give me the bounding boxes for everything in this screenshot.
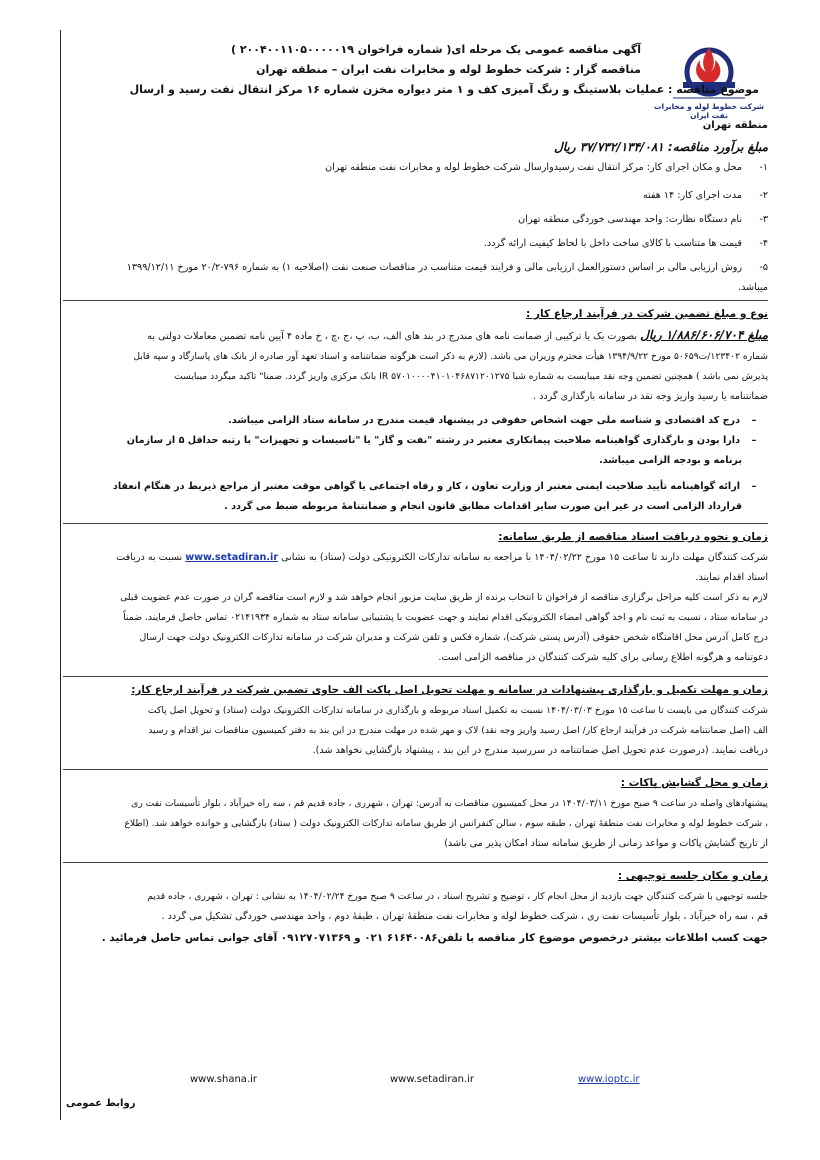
shana-link[interactable]: www.shana.ir — [190, 1074, 258, 1085]
section-divider — [63, 769, 768, 770]
setadiran-footer-link[interactable]: www.setadiran.ir — [390, 1074, 474, 1085]
receive-line: اسناد اقدام نمایند. — [695, 572, 768, 583]
list-item: ۵-روش ارزیابی مالی بر اساس دستورالعمل ارزیابی مالی و فرایند قیمت متناسب در مناقصات صنعت نفت (اصلاحیه ۱) به شماره ۷۹۶-۲۰/۲ مورخ ۱۳۹۹/۱۲/۱۱ — [126, 262, 768, 273]
subject-continuation: منطقه تهران — [702, 120, 768, 131]
setadiran-link[interactable]: www.setadiran.ir — [185, 552, 279, 563]
receive-para-line: در سامانه ستاد ، نسبت به ثبت نام و اخذ گواهی امضاء الکترونیکی اقدام نمایند و جهت عضویت با پشتیبانی سامانه ستاد به شماره ۰۲۱۴۱۹۳۴ تماس حاصل فرمایند. ضمناً — [123, 612, 768, 623]
submit-line: الف (اصل ضمانتنامه شرکت در فرآیند ارجاع کار/ اصل رسید واریز وجه نقد) لاک و مهر شده در مهلت مندرج در این بند به دفتر کمیسیون مناقصات نیز اقدام و رسید — [148, 725, 768, 736]
logo-caption: شرکت خطوط لوله و مخابرات نفت ایران — [654, 102, 764, 120]
list-item-continuation: میباشد. — [738, 282, 768, 293]
guarantee-line: مبلغ ۱/۸۸۶/۶۰۶/۷۰۴ ریال بصورت یک یا ترکیبی از ضمانت نامه های مندرج در بند های الف، ب، پ ،ج ،چ ، خ ماده ۴ آیین نامه تضمین معاملات دولتی به — [147, 328, 768, 342]
receive-heading: زمان و نحوه دریافت اسناد مناقصه از طریق سامانه: — [498, 531, 768, 543]
section-divider — [63, 300, 768, 301]
notice-body — [63, 116, 768, 949]
bullet-item: –ارائه گواهینامه تأیید صلاحیت ایمنی معتبر از وزارت تعاون ، کار و رفاه اجتماعی یا گواهی موقت معتبر از مراجع ذیربط در هنگام انعقاد — [112, 481, 757, 492]
ioptc-link[interactable]: www.ioptc.ir — [578, 1074, 640, 1085]
contact-line: جهت کسب اطلاعات بیشتر درخصوص موضوع کار مناقصه با تلفن۶۱۶۴۰۰۸۶ ۰۲۱ و ۰۹۱۲۷۰۷۱۳۶۹ آقای جوانی تماس حاصل فرمائید . — [101, 932, 768, 944]
meeting-line: قم ، سه راه خیرآباد ، بلوار تأسیسات نفت ری ، شرکت خطوط لوله و مخابرات نفت منطقۀ تهران ، طبقۀ دوم ، واحد مهندسی خوردگی تشکیل می گردد . — [161, 911, 768, 922]
list-item: ۴-قیمت ها متناسب با کالای ساخت داخل با لحاظ کیفیت ارائه گردد. — [483, 238, 768, 249]
meeting-heading: زمان و مکان جلسه توجیهی : — [617, 870, 768, 882]
receive-line: شرکت کنندگان مهلت دارند تا ساعت ۱۵ مورخ ۱۴۰۴/۰۲/۲۲ با مراجعه به سامانه تدارکات الکترونیکی دولت (ستاد) به نشانی www.setadiran.ir نسبت به دریافت — [116, 552, 768, 563]
list-item: ۲-مدت اجرای کار: ۱۴ هفته — [642, 190, 768, 201]
estimate-amount: مبلغ برآورد مناقصه: ۳۷/۷۳۲/۱۳۴/۰۸۱ ریال — [554, 140, 768, 154]
list-item: ۳-نام دستگاه نظارت: واحد مهندسی خوردگی منطقه تهران — [518, 214, 768, 225]
opening-heading: زمان و محل گشایش پاکات : — [620, 777, 768, 789]
public-relations-label: روابط عمومی — [66, 1098, 136, 1109]
footer-links — [60, 1074, 773, 1092]
receive-para-line: دعوتنامه و هرگونه اطلاع رسانی برای کلیه شرکت کنندگان در مناقصه الزامی است. — [438, 652, 768, 663]
bullet-item-continuation: قرارداد الزامی است در غیر این صورت سایر اقدامات مطابق قانون انجام و ضمانتنامۀ مربوطه ضبط می گردد . — [224, 501, 742, 512]
receive-para-line: درج کامل آدرس محل اقامتگاه شخص حقوقی (آدرس پستی شرکت)، شماره فکس و تلفن شرکت و مدیران شرکت در سامانه تدارکات الکترونیک دولت جهت ارسال — [139, 632, 768, 643]
section-divider — [63, 862, 768, 863]
opening-line: پیشنهادهای واصله در ساعت ۹ صبح مورخ ۱۴۰۴/۰۳/۱۱ در محل کمیسیون مناقصات به آدرس: تهران ، شهرری ، جاده قدیم قم ، سه راه خیرآباد ، بلوار تأسیسات نفت ری — [131, 798, 768, 809]
notice-title: آگهی مناقصه عمومی یک مرحله ای( شماره فراخوان ۲۰۰۴۰۰۱۱۰۵۰۰۰۰۰۱۹ ) — [230, 43, 641, 56]
notice-header — [60, 38, 773, 120]
opening-line: ، شرکت خطوط لوله و مخابرات نفت منطقۀ تهران ، طبقه سوم ، سالن کنفرانس از طریق سامانه تدارکات الکترونیک دولت ( ستاد) بازگشایی و خوانده خواهد شد. (اطلاع — [124, 818, 768, 829]
section-divider — [63, 676, 768, 677]
bullet-item: –درج کد اقتصادی و شناسه ملی جهت اشخاص حقوقی در پیشنهاد قیمت مندرج در سامانه ستاد الزامی میباشد. — [228, 415, 757, 426]
guarantee-line: ضمانتنامه یا رسید واریز وجه نقد در سامانه بارگذاری گردد . — [533, 391, 768, 402]
submit-line: دریافت نمایند. (درصورت عدم تحویل اصل ضمانتنامه در سررسید مندرج در این بند ، پیشنهاد بازگشایی نخواهد شد). — [312, 745, 768, 756]
tender-organizer: مناقصه گزار : شرکت خطوط لوله و مخابرات نفت ایران – منطقه تهران — [256, 63, 641, 76]
section-divider — [63, 523, 768, 524]
guarantee-amount: مبلغ ۱/۸۸۶/۶۰۶/۷۰۴ ریال — [640, 328, 768, 342]
guarantee-line: شماره ۱۲۳۴۰۲/ت۵۰۶۵۹ مورخ ۱۳۹۴/۹/۲۲ هیأت محترم وزیران می باشد. (لازم به ذکر است هرگونه ضمانتنامه و اسناد تعهد آور صادره از بانک های پاسارگاد و سپه قابل — [133, 351, 768, 362]
opening-line: از تاریخ گشایش پاکات و مواعد زمانی از طریق سامانه ستاد امکان پذیر می باشد) — [444, 838, 768, 849]
guarantee-heading: نوع و مبلغ تضمین شرکت در فرآیند ارجاع کار : — [525, 308, 768, 320]
submit-heading: زمان و مهلت تکمیل و بارگذاری پیشنهادات در سامانه و مهلت تحویل اصل پاکت الف حاوی تضمین شرکت در فرآیند ارجاع کار: — [131, 684, 768, 696]
bullet-item: –دارا بودن و بارگذاری گواهینامه صلاحیت پیمانکاری معتبر در رشته "نفت و گاز" یا "تاسیسات و تجهیزات" با رتبه حداقل ۵ از سازمان — [126, 435, 757, 446]
meeting-line: جلسه توجیهی با شرکت کنندگان جهت بازدید از محل انجام کار ، توضیح و تشریح اسناد ، در ساعت ۹ صبح مورخ ۱۴۰۴/۰۲/۲۴ به نشانی : تهران ، شهرری ، جاده قدیم — [147, 891, 768, 902]
guarantee-line: پذیرش نمی باشد ) همچنین تضمین وجه نقد میبایست به شماره شبا ۵۷۰۱۰۰۰۰۴۱۰۱۰۴۶۸۷۱۲۰۱۲۷۵ IR بانک مرکزی واریز گردد. ضمنا" تاکید میگردد میبایست — [174, 371, 768, 382]
list-item: ۱-محل و مکان اجرای کار: مرکز انتقال نفت رسیدوارسال شرکت خطوط لوله و مخابرات نفت منطقه تهران — [325, 162, 768, 173]
receive-para-line: لازم به ذکر است کلیه مراحل برگزاری مناقصه از فراخوان تا انتخاب برنده از طریق سایت مزبور انجام خواهد شد و لازم است مناقصه گران در صورت عدم عضویت قبلی — [120, 592, 768, 603]
submit-line: شرکت کنندگان می بایست تا ساعت ۱۵ مورخ ۱۴۰۴/۰۳/۰۳ نسبت به تکمیل اسناد مربوطه و بارگذاری در سامانه تدارکات الکترونیک دولت (ستاد) و تحویل اصل پاکت — [147, 705, 768, 716]
bullet-item-continuation: برنامه و بودجه الزامی میباشد. — [599, 455, 742, 466]
tender-subject: موضوع مناقصه : عملیات بلاستینگ و رنگ آمیزی کف و ۱ متر دیواره مخزن شماره ۱۶ مرکز انتقال نفت رسید و ارسال — [129, 83, 759, 96]
header-lines — [61, 40, 759, 100]
